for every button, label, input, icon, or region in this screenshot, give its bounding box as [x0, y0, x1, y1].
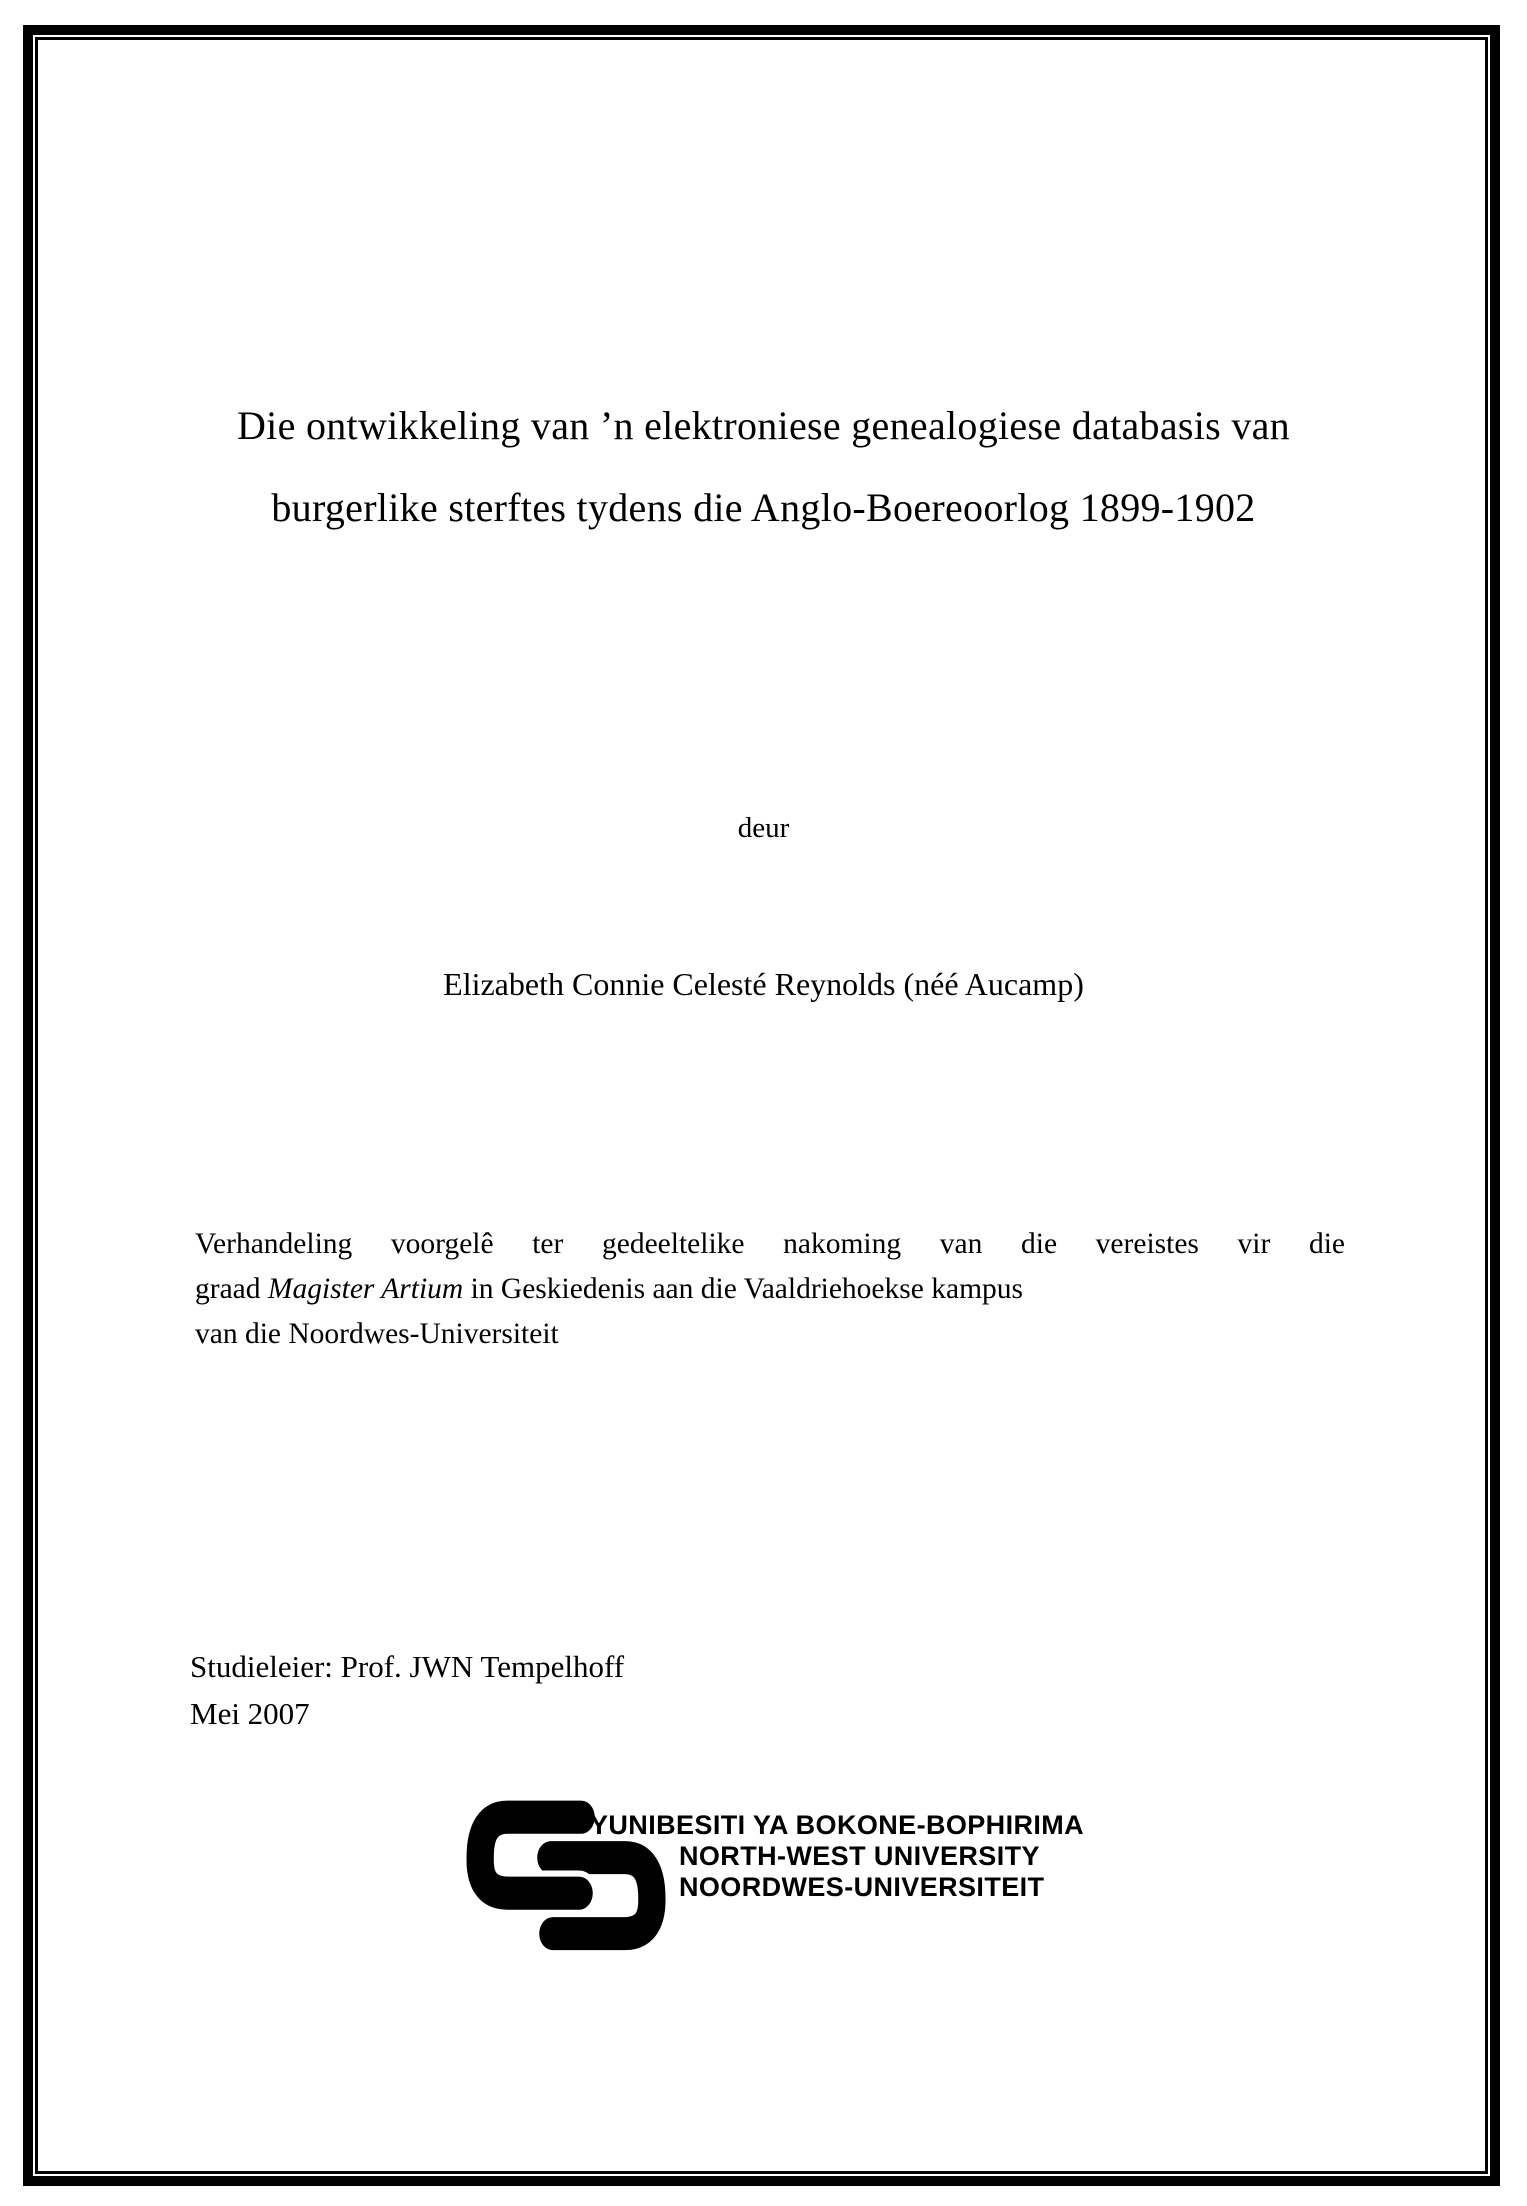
degree-name-italic: Magister Artium	[267, 1273, 464, 1305]
note-line-2	[195, 1267, 1345, 1312]
supervisor-block	[190, 1643, 624, 1737]
title-line-1: Die ontwikkeling van ’n elektroniese genealogiese databasis van	[236, 403, 1290, 448]
logo-line-afrikaans: NOORDWES-UNIVERSITEIT	[679, 1872, 1045, 1902]
logo-wordmark	[590, 1810, 1084, 1903]
note-line-3: van die Noordwes-Universiteit	[195, 1318, 559, 1350]
note-line-2-post: in Geskiedenis aan die Vaaldriehoekse kampus	[463, 1273, 1023, 1305]
note-line-1: Verhandeling voorgelê ter gedeeltelike nakoming van die vereistes vir die	[195, 1228, 1345, 1260]
date-line: Mei 2007	[190, 1696, 310, 1731]
logo-line-setswana: YUNIBESITI YA BOKONE-BOPHIRIMA	[590, 1810, 1085, 1840]
supervisor-line: Studieleier: Prof. JWN Tempelhoff	[190, 1649, 625, 1684]
logo-line-english: NORTH-WEST UNIVERSITY	[679, 1841, 1040, 1871]
title-line-2: burgerlike sterftes tydens die Anglo-Boereoorlog 1899-1902	[271, 485, 1256, 530]
dissertation-note	[195, 1222, 1345, 1357]
university-logo	[466, 1800, 1086, 1960]
thesis-title	[140, 385, 1387, 549]
author-name: Elizabeth Connie Celesté Reynolds (néé Aucamp)	[443, 966, 1084, 1002]
note-line-2-pre: graad	[195, 1273, 268, 1305]
byline-deur: deur	[737, 812, 790, 844]
